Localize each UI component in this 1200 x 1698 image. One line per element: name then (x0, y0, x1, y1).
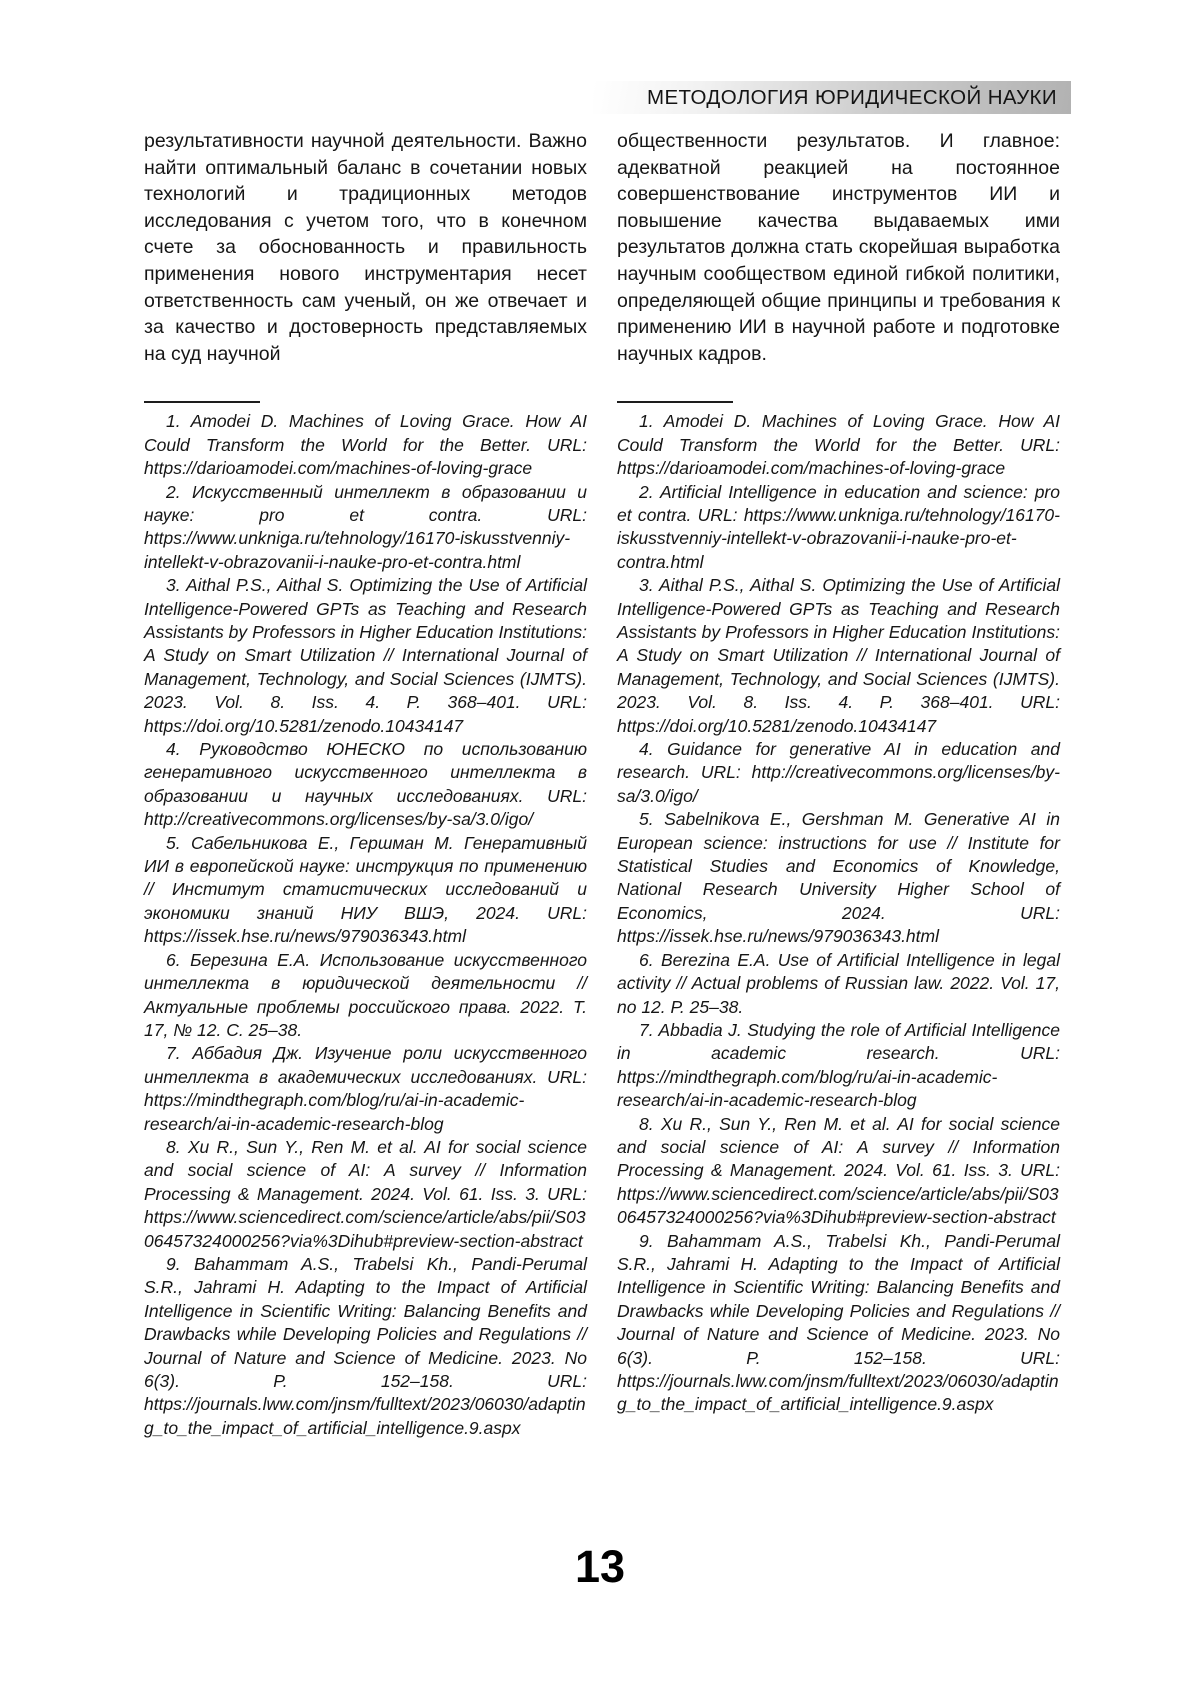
footnote-item: 4. Guidance for generative AI in education and research. URL: http://creativecommons.org/licenses/by-sa/3.0/igo/ (617, 739, 1060, 806)
footnote-item: 1. Amodei D. Machines of Loving Grace. How AI Could Transform the World for the Better. URL: https://darioamodei.com/machines-of-loving-grace (617, 411, 1060, 479)
footnote-item: 9. Bahammam A.S., Trabelsi Kh., Pandi-Perumal S.R., Jahrami H. Adapting to the Impact of Artificial Intelligence in Scientific Writing: Balancing Benefits and Drawbacks while Developing Policies and Regulations // Journal of Nature and Science of Medicine. 2023. No 6(3). P. 152–158. URL: https://journals.lww.com/jnsm/fulltext/2023/06030/adapting_to_the_impact_of_artificial_intelligence.9.aspx (144, 1253, 587, 1438)
footnote-item: 2. Искусственный интеллект в образовании и науке: pro et contra. URL: https://www.unkniga.ru/tehnology/16170-iskusstvenniy-intellekt-v-obrazovanii-i-nauke-pro-et-contra.html (144, 481, 587, 572)
page-number: 13 (574, 1541, 626, 1592)
footnote-item: 8. Xu R., Sun Y., Ren M. et al. AI for social science and social science of AI: A survey // Information Processing & Management. 2024. Vol. 61. Iss. 3. URL: https://www.sciencedirect.com/science/article/abs/pii/S0306457324000256?via%3Dihub#preview-section-abstract (617, 1113, 1060, 1228)
footnote-item: 9. Bahammam A.S., Trabelsi Kh., Pandi-Perumal S.R., Jahrami H. Adapting to the Impact of Artificial Intelligence in Scientific Writing: Balancing Benefits and Drawbacks while Developing Policies and Regulations // Journal of Nature and Science of Medicine. 2023. No 6(3). P. 152–158. URL: https://journals.lww.com/jnsm/fulltext/2023/06030/adapting_to_the_impact_of_artificial_intelligence.9.aspx (617, 1230, 1060, 1415)
footnote-item: 6. Березина Е.А. Использование искусственного интеллекта в юридической деятельности // Актуальные проблемы российского права. 2022. Т. 17, № 12. С. 25–38. (144, 949, 587, 1040)
footnote-item: 8. Xu R., Sun Y., Ren M. et al. AI for social science and social science of AI: A survey // Information Processing & Management. 2024. Vol. 61. Iss. 3. URL: https://www.sciencedirect.com/science/article/abs/pii/S0306457324000256?via%3Dihub#preview-section-abstract (144, 1136, 587, 1251)
footnote-item: 7. Аббадия Дж. Изучение роли искусственного интеллекта в академических исследованиях. URL: https://mindthegraph.com/blog/ru/ai-in-academic-research/ai-in-academic-research-blog (144, 1043, 587, 1134)
footnotes-left (144, 401, 587, 1440)
footnote-item: 3. Aithal P.S., Aithal S. Optimizing the Use of Artificial Intelligence-Powered GPTs as Teaching and Research Assistants by Professors in Higher Education Institutions: A Study on Smart Utilization // International Journal of Management, Technology, and Social Sciences (IJMTS). 2023. Vol. 8. Iss. 4. P. 368–401. URL: https://doi.org/10.5281/zenodo.10434147 (144, 575, 587, 736)
running-head (593, 81, 1071, 114)
body-paragraph-right: общественности результатов. И главное: адекватной реакцией на постоянное совершенствование инструментов ИИ и повышение качества выдаваемых ими результатов должна стать скорейшая выработка научным сообществом единой гибкой политики, определяющей общие принципы и требования к применению ИИ в научной работе и подготовке научных кадров. (617, 130, 1060, 365)
footnote-item: 2. Artificial Intelligence in education and science: pro et contra. URL: https://www.unkniga.ru/tehnology/16170-iskusstvenniy-intellekt-v-obrazovanii-i-nauke-pro-et-contra.html (617, 481, 1060, 572)
footnote-item: 7. Abbadia J. Studying the role of Artificial Intelligence in academic research. URL: https://mindthegraph.com/blog/ru/ai-in-academic-research/ai-in-academic-research-blog (617, 1019, 1060, 1111)
footnote-item: 3. Aithal P.S., Aithal S. Optimizing the Use of Artificial Intelligence-Powered GPTs as Teaching and Research Assistants by Professors in Higher Education Institutions: A Study on Smart Utilization // International Journal of Management, Technology, and Social Sciences (IJMTS). 2023. Vol. 8. Iss. 4. P. 368–401. URL: https://doi.org/10.5281/zenodo.10434147 (617, 575, 1060, 736)
right-column (617, 128, 1060, 1417)
body-paragraph-left: результативности научной деятельности. Важно найти оптимальный баланс в сочетании новых технологий и традиционных методов исследования с учетом того, что в конечном счете за обоснованность и правильность применения нового инструментария несет ответственность сам ученый, он же отвечает и за качество и достоверность представляемых на суд научной (144, 130, 587, 365)
footnote-divider (144, 401, 260, 403)
footnote-divider (617, 401, 733, 403)
left-column (144, 128, 587, 1440)
footnote-item: 5. Sabelnikova E., Gershman M. Generative AI in European science: instructions for use // Institute for Statistical Studies and Economics of Knowledge, National Research University Higher School of Economics, 2024. URL: https://issek.hse.ru/news/979036343.html (617, 809, 1060, 947)
footnote-item: 4. Руководство ЮНЕСКО по использованию генеративного искусственного интеллекта в образовании и научных исследованиях. URL: http://creativecommons.org/licenses/by-sa/3.0/igo/ (144, 739, 587, 830)
footnote-item: 5. Сабельникова Е., Гершман М. Генеративный ИИ в европейской науке: инструкция по применению // Институт статистических исследований и экономики знаний НИУ ВШЭ, 2024. URL: https://issek.hse.ru/news/979036343.html (144, 832, 587, 947)
footnotes-right (617, 401, 1060, 1416)
running-head-title: МЕТОДОЛОГИЯ ЮРИДИЧЕСКОЙ НАУКИ (646, 85, 1057, 109)
footnote-item: 1. Amodei D. Machines of Loving Grace. How AI Could Transform the World for the Better. URL: https://darioamodei.com/machines-of-loving-grace (144, 411, 587, 479)
footnote-item: 6. Berezina E.A. Use of Artificial Intelligence in legal activity // Actual problems of Russian law. 2022. Vol. 17, no 12. P. 25–38. (617, 949, 1060, 1017)
